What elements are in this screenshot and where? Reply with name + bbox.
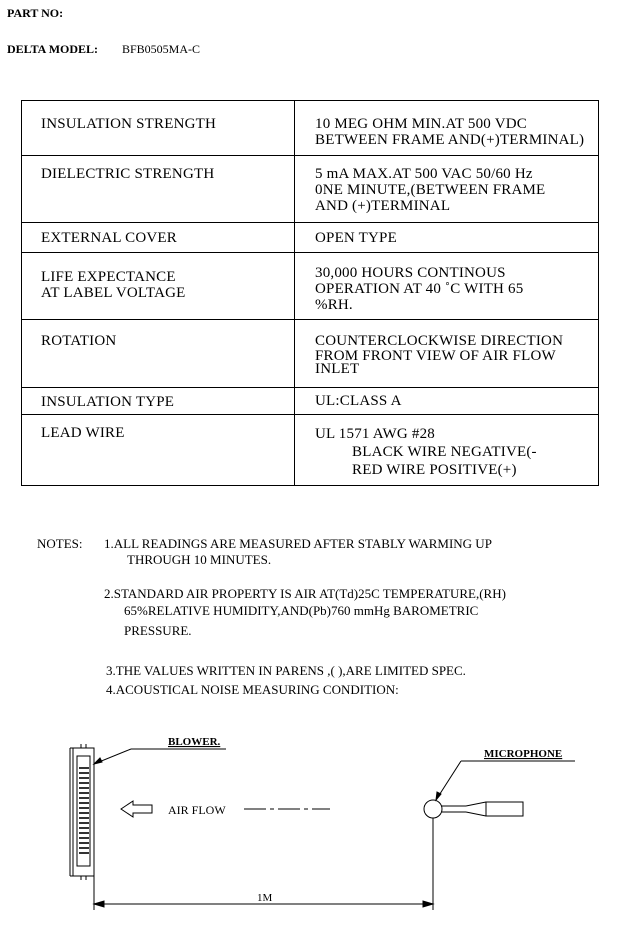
spec-label: INSULATION STRENGTH — [41, 116, 217, 132]
blower-label: BLOWER. — [168, 736, 221, 748]
spec-label: EXTERNAL COVER — [41, 230, 177, 246]
spec-value: BETWEEN FRAME AND(+)TERMINAL) — [315, 132, 585, 148]
spec-label-cell — [22, 320, 295, 388]
spec-label: LIFE EXPECTANCE — [41, 269, 176, 285]
spec-value: 10 MEG OHM MIN.AT 500 VDC — [315, 116, 527, 132]
spec-value: OPERATION AT 40 ˚C WITH 65 — [315, 281, 524, 297]
spec-value: FROM FRONT VIEW OF AIR FLOW — [315, 348, 556, 364]
spec-label-cell — [22, 223, 295, 253]
spec-value: COUNTERCLOCKWISE DIRECTION — [315, 333, 564, 349]
airflow-label: AIR FLOW — [168, 803, 226, 817]
spec-value: UL 1571 AWG #28 — [315, 426, 435, 442]
spec-label: AT LABEL VOLTAGE — [41, 285, 186, 301]
note-2-line-1: 2.STANDARD AIR PROPERTY IS AIR AT(Td)25C TEMPERATURE,(RH) — [104, 586, 506, 601]
spec-value: 0NE MINUTE,(BETWEEN FRAME — [315, 182, 546, 198]
blower-leader — [94, 749, 226, 764]
table-row — [22, 223, 599, 253]
spec-table — [21, 100, 599, 486]
spec-value: OPEN TYPE — [315, 230, 397, 246]
note-2-line-3: PRESSURE. — [124, 623, 192, 638]
spec-value: %RH. — [315, 297, 353, 313]
notes-label: NOTES: — [37, 536, 83, 551]
model-value: BFB0505MA-C — [122, 42, 201, 56]
spec-label-cell — [22, 101, 295, 156]
part-no-label: PART NO: — [7, 6, 64, 20]
microphone-leader — [436, 761, 575, 800]
note-1-line-1: 1.ALL READINGS ARE MEASURED AFTER STABLY WARMING UP — [104, 536, 492, 551]
spec-label-cell — [22, 415, 295, 486]
spec-value: UL:CLASS A — [315, 393, 402, 409]
spec-label-cell — [22, 156, 295, 223]
model-label: DELTA MODEL: — [7, 42, 99, 56]
note-2-line-2: 65%RELATIVE HUMIDITY,AND(Pb)760 mmHg BAROMETRIC — [124, 603, 479, 618]
spec-value-cell — [295, 101, 599, 156]
airflow-arrow-icon — [121, 801, 152, 817]
spec-label: LEAD WIRE — [41, 425, 125, 441]
spec-label: INSULATION TYPE — [41, 394, 175, 410]
spec-label-cell — [22, 253, 295, 320]
table-row — [22, 156, 599, 223]
microphone-label: MICROPHONE — [484, 748, 563, 760]
table-row — [22, 253, 599, 320]
spec-value-cell — [295, 223, 599, 253]
spec-value-cell — [295, 253, 599, 320]
spec-label: ROTATION — [41, 333, 117, 349]
spec-label: DIELECTRIC STRENGTH — [41, 166, 215, 182]
spec-value-cell — [295, 388, 599, 415]
spec-value: BLACK WIRE NEGATIVE(- — [352, 444, 537, 460]
blower-drawing — [70, 744, 94, 880]
table-row — [22, 388, 599, 415]
spec-value-cell — [295, 415, 599, 486]
noise-measurement-diagram — [0, 720, 641, 930]
spec-value: RED WIRE POSITIVE(+) — [352, 462, 517, 478]
spec-value: 5 mA MAX.AT 500 VAC 50/60 Hz — [315, 166, 533, 182]
microphone-drawing — [424, 800, 523, 818]
spec-value: 30,000 HOURS CONTINOUS — [315, 265, 506, 281]
spec-label-cell — [22, 388, 295, 415]
spec-value: INLET — [315, 361, 360, 377]
note-3: 3.THE VALUES WRITTEN IN PARENS ,( ),ARE LIMITED SPEC. — [106, 663, 466, 678]
table-row — [22, 320, 599, 388]
note-4: 4.ACOUSTICAL NOISE MEASURING CONDITION: — [106, 682, 399, 697]
note-1-line-2: THROUGH 10 MINUTES. — [127, 552, 272, 567]
distance-label: 1M — [257, 892, 273, 904]
spec-value: AND (+)TERMINAL — [315, 198, 451, 214]
spec-value-cell — [295, 320, 599, 388]
spec-value-cell — [295, 156, 599, 223]
table-row — [22, 415, 599, 486]
table-row — [22, 101, 599, 156]
